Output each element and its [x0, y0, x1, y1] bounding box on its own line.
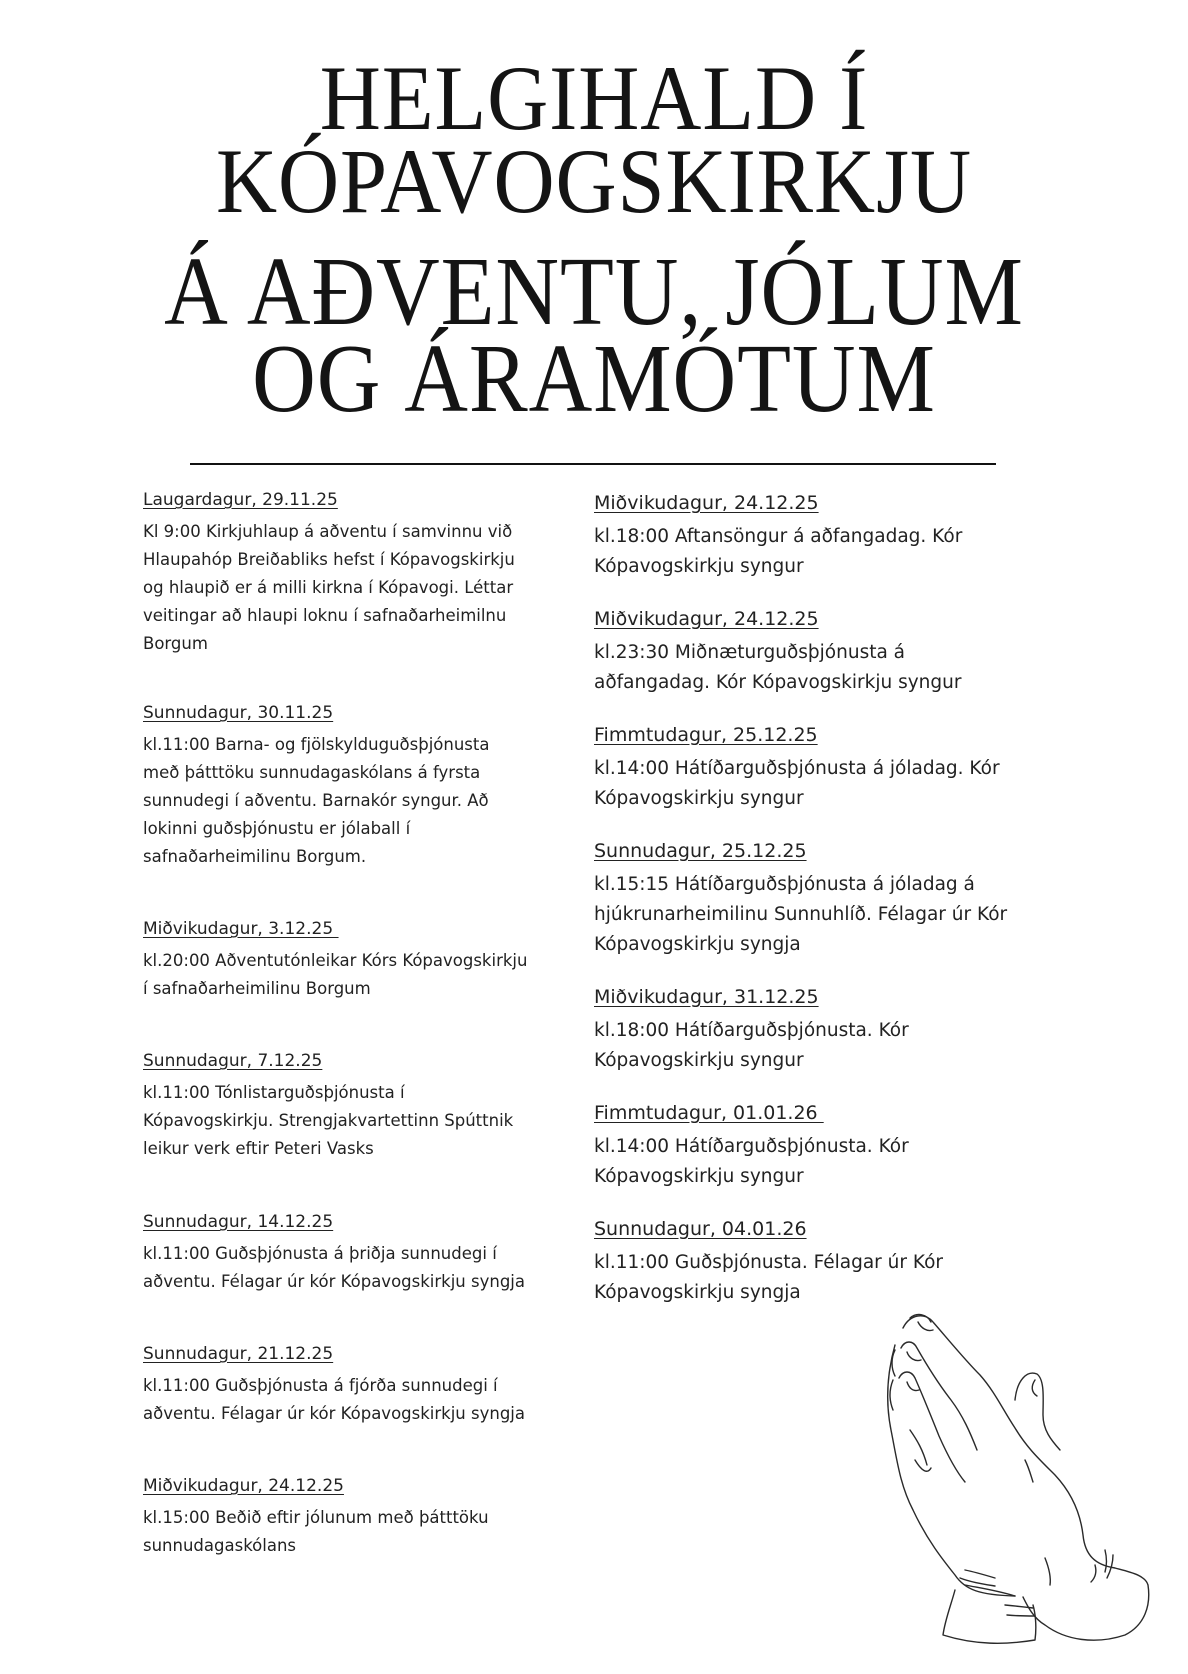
event-description: kl.11:00 Guðsþjónusta á þriðja sunnudegi í aðventu. Félagar úr kór Kópavogskirkju syngja: [143, 1244, 525, 1291]
event-entry: [143, 1342, 528, 1428]
event-description: kl.18:00 Aftansöngur á aðfangadag. Kór Kópavogskirkju syngur: [594, 526, 963, 577]
event-date: Miðvikudagur, 24.12.25: [594, 608, 819, 630]
divider: [190, 463, 996, 465]
event-date: Miðvikudagur, 3.12.25: [143, 919, 339, 939]
event-date: Fimmtudagur, 01.01.26: [594, 1102, 824, 1124]
event-description: kl.15:00 Beðið eftir jólunum með þátttöku sunnudagaskólans: [143, 1508, 489, 1555]
event-entry: [594, 722, 1024, 814]
event-date: Laugardagur, 29.11.25: [143, 490, 338, 510]
event-entry: [594, 1216, 994, 1308]
event-date: Sunnudagur, 25.12.25: [594, 840, 807, 862]
event-entry: [594, 984, 974, 1076]
event-date: Sunnudagur, 7.12.25: [143, 1051, 323, 1071]
event-entry: [143, 701, 528, 871]
event-date: Sunnudagur, 04.01.26: [594, 1218, 807, 1240]
event-date: Miðvikudagur, 24.12.25: [594, 492, 819, 514]
subtitle-line-2: OG ÁRAMÓTUM: [252, 325, 936, 433]
event-entry: [143, 1474, 528, 1560]
event-entry: [143, 488, 523, 658]
event-entry: [143, 917, 528, 1003]
praying-hands-icon: [855, 1300, 1155, 1660]
event-date: Miðvikudagur, 31.12.25: [594, 986, 819, 1008]
event-date: Miðvikudagur, 24.12.25: [143, 1476, 344, 1496]
event-entry: [143, 1049, 528, 1163]
event-description: kl.11:00 Barna- og fjölskylduguðsþjónusta með þátttöku sunnudagaskólans á fyrsta sunnudegi í aðventu. Barnakór syngur. Að lokinni guðsþjónustu er jólaball í safnaðarheimilinu Borgum.: [143, 735, 490, 866]
event-date: Sunnudagur, 21.12.25: [143, 1344, 334, 1364]
event-description: Kl 9:00 Kirkjuhlaup á aðventu í samvinnu við Hlaupahóp Breiðabliks hefst í Kópavogskirkju og hlaupið er á milli kirkna í Kópavogi. Léttar veitingar að hlaupi loknu í safnaðarheimilnu Borgum: [143, 522, 515, 653]
event-description: kl.23:30 Miðnæturguðsþjónusta á aðfangadag. Kór Kópavogskirkju syngur: [594, 642, 962, 693]
event-entry: [594, 490, 1014, 582]
title-line-2: KÓPAVOGSKIRKJU: [215, 130, 973, 232]
event-description: kl.14:00 Hátíðarguðsþjónusta á jóladag. Kór Kópavogskirkju syngur: [594, 758, 1000, 809]
event-description: kl.14:00 Hátíðarguðsþjónusta. Kór Kópavogskirkju syngur: [594, 1136, 909, 1187]
title-line-1: HELGIHALD Í: [319, 47, 869, 149]
event-date: Sunnudagur, 30.11.25: [143, 703, 334, 723]
event-description: kl.15:15 Hátíðarguðsþjónusta á jóladag á hjúkrunarheimilinu Sunnuhlíð. Félagar úr Kór Kópavogskirkju syngja: [594, 874, 1008, 955]
event-description: kl.20:00 Aðventutónleikar Kórs Kópavogskirkju í safnaðarheimilinu Borgum: [143, 951, 528, 998]
event-description: kl.11:00 Tónlistarguðsþjónusta í Kópavogskirkju. Strengjakvartettinn Spúttnik leikur verk eftir Peteri Vasks: [143, 1083, 514, 1158]
subtitle-line-1: Á AÐVENTU, JÓLUM: [164, 238, 1024, 346]
event-entry: [594, 606, 1014, 698]
event-date: Sunnudagur, 14.12.25: [143, 1212, 334, 1232]
event-date: Fimmtudagur, 25.12.25: [594, 724, 818, 746]
event-entry: [594, 1100, 974, 1192]
event-entry: [594, 838, 1014, 960]
event-entry: [143, 1210, 528, 1296]
event-description: kl.11:00 Guðsþjónusta á fjórða sunnudegi í aðventu. Félagar úr kór Kópavogskirkju syngja: [143, 1376, 525, 1423]
event-description: kl.11:00 Guðsþjónusta. Félagar úr Kór Kópavogskirkju syngja: [594, 1252, 943, 1303]
event-description: kl.18:00 Hátíðarguðsþjónusta. Kór Kópavogskirkju syngur: [594, 1020, 909, 1071]
